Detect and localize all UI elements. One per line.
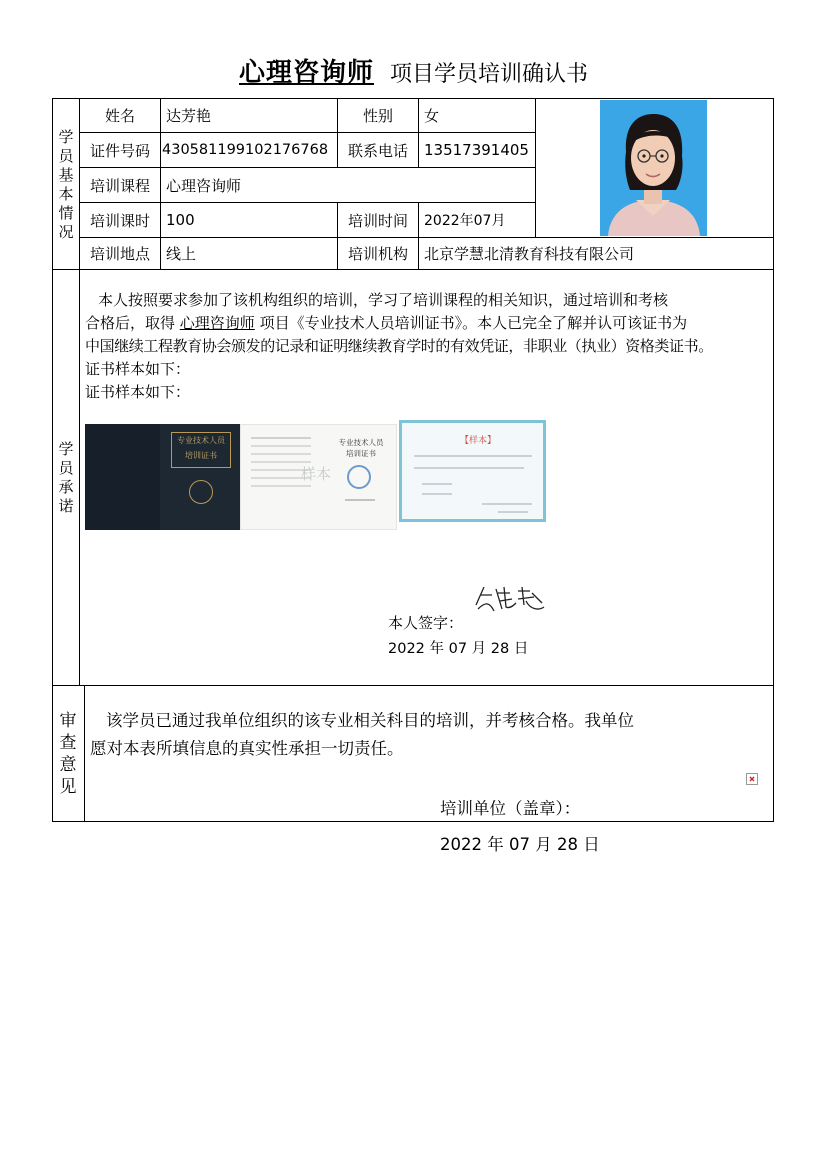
title-text: 项目学员培训确认书 (390, 62, 589, 87)
pledge-line-3: 中国继续工程教育协会颁发的记录和证明继续教育学时的有效凭证，非职业（执业）资格类证书。 (85, 337, 713, 355)
course-label: 培训课程 (89, 176, 150, 195)
cert-inner-title-line-2: 培训证书 (346, 449, 376, 458)
name-value: 达芳艳 (166, 107, 212, 125)
pledge-date: 2022 年 07 月 28 日 (388, 641, 529, 657)
cert-inner-title-line-1: 专业技术人员 (338, 438, 384, 447)
pledge-line-2-pre: 合格后，取得 (85, 314, 176, 332)
emblem-icon (189, 480, 213, 504)
place-value: 线上 (166, 245, 197, 263)
phone-value: 13517391405 (424, 141, 529, 159)
review-line-2: 愿对本表所填信息的真实性承担一切责任。 (90, 739, 404, 758)
pledge-line-2-post: 项目《专业技术人员培训证书》。本人已完全了解并认可该证书为 (259, 314, 688, 332)
cert-inner-sample (240, 424, 397, 530)
section-label-review: 审 查 意 见 (59, 711, 77, 797)
review-column-divider (84, 685, 85, 822)
org-label: 培训机构 (347, 245, 408, 263)
seal-icon (347, 465, 371, 489)
name-label: 姓名 (104, 107, 135, 125)
document-title (0, 52, 827, 89)
cert-page-stamp: 【样本】 (460, 436, 497, 446)
sample-label-1: 证书样本如下： (85, 360, 191, 378)
id-label: 证件号码 (89, 141, 150, 160)
review-date: 2022 年 07 月 28 日 (440, 835, 600, 854)
cert-cover-title-line-2: 培训证书 (185, 451, 217, 460)
pledge-line-1: 本人按照要求参加了该机构组织的培训，学习了培训课程的相关知识，通过培训和考核 (98, 291, 669, 309)
student-photo (600, 100, 707, 236)
title-course-name: 心理咨询师 (238, 58, 374, 88)
pledge-line-2-course: 心理咨询师 (179, 314, 255, 332)
cert-inner-watermark: 样本 (301, 465, 332, 483)
sample-label-2: 证书样本如下： (85, 383, 191, 401)
cert-cover-title-line-1: 专业技术人员 (177, 436, 225, 445)
cert-cover-sample (85, 424, 240, 530)
course-value: 心理咨询师 (166, 176, 242, 195)
pledge-line-2 (85, 312, 765, 335)
review-line-1: 该学员已通过我单位组织的该专业相关科目的培训，并考核合格。我单位 (106, 711, 634, 730)
section-label-basic: 学 员 基 本 情 况 (58, 128, 74, 241)
cert-cover-title (171, 432, 231, 468)
time-value: 2022年07月 (424, 213, 506, 229)
time-label: 培训时间 (347, 211, 408, 230)
signature-image (472, 583, 552, 615)
hours-value: 100 (166, 211, 195, 229)
signature-label: 本人签字： (388, 614, 464, 632)
place-label: 培训地点 (89, 245, 150, 263)
id-value: 430581199102176768 (162, 142, 329, 158)
cert-inner-title (333, 437, 389, 459)
phone-label: 联系电话 (347, 141, 408, 160)
broken-image-icon (746, 773, 758, 785)
org-value: 北京学慧北清教育科技有限公司 (424, 245, 635, 263)
table-border-bottom (52, 821, 774, 822)
cert-page-sample (399, 420, 546, 522)
gender-value: 女 (424, 107, 440, 125)
table-border-right (773, 98, 774, 822)
signature-scribble-icon (472, 583, 552, 615)
section-label-pledge: 学 员 承 诺 (58, 440, 74, 515)
section-divider-2 (52, 685, 774, 686)
gender-label: 性别 (362, 107, 393, 125)
hours-label: 培训课时 (89, 211, 150, 230)
review-unit-label: 培训单位（盖章）： (440, 799, 581, 818)
portrait-image (600, 100, 707, 236)
